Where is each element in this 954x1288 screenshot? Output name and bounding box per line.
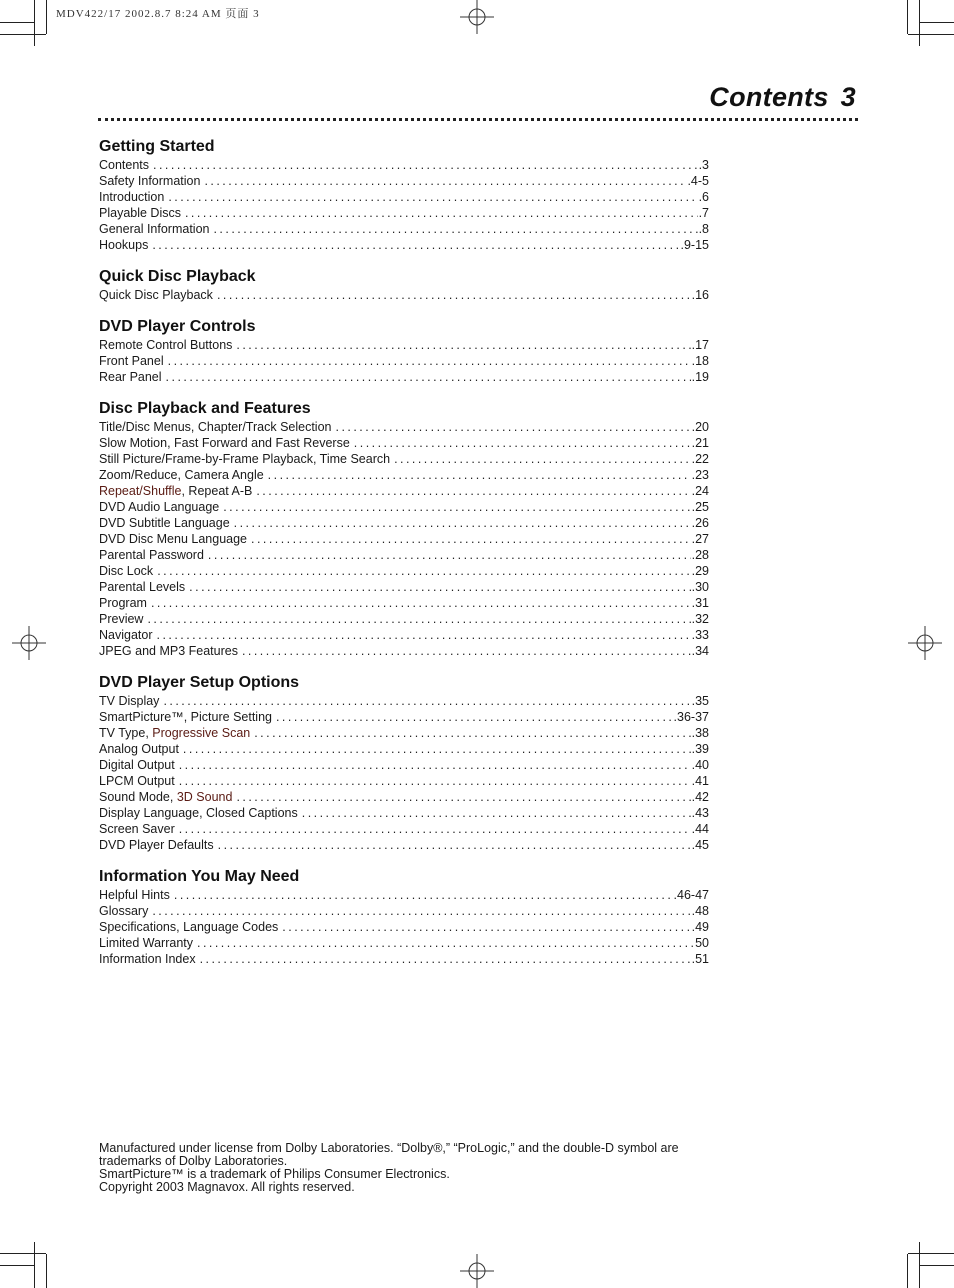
toc-dot-leader: [282, 919, 690, 935]
registration-mark-left: [12, 626, 46, 660]
toc-entry-label: [99, 467, 268, 483]
toc-dot-leader: [147, 611, 690, 627]
toc-entry-label-part: Screen Saver: [99, 822, 175, 836]
toc-entry-label-part: Progressive Scan: [152, 726, 251, 740]
print-header: MDV422/17 2002.8.7 8:24 AM 页面 3: [56, 8, 260, 20]
toc-entry-label-part: Sound Mode,: [99, 790, 177, 804]
toc-entry[interactable]: [99, 369, 709, 385]
toc-entry-label-part: Parental Levels: [99, 580, 186, 594]
toc-entry[interactable]: [99, 419, 709, 435]
toc-entry[interactable]: [99, 887, 709, 903]
toc-entry-page: .28: [691, 548, 709, 562]
toc-entry[interactable]: [99, 919, 709, 935]
toc-dot-leader: [200, 951, 691, 967]
toc-section: [99, 267, 709, 303]
toc-entry-page: .39: [691, 742, 709, 756]
toc-dot-leader: [179, 821, 691, 837]
toc-dot-leader: [208, 547, 691, 563]
footer-line: trademarks of Dolby Laboratories.: [99, 1154, 288, 1168]
toc-entry-label-part: Program: [99, 596, 147, 610]
toc-dot-leader: [152, 903, 690, 919]
toc-entry-page: .45: [691, 838, 709, 852]
toc-entry-label: [99, 435, 354, 451]
toc-entry[interactable]: [99, 467, 709, 483]
toc-entry[interactable]: [99, 563, 709, 579]
toc-entry-label: [99, 189, 168, 205]
toc-entry-page: .43: [691, 806, 709, 820]
toc-entry[interactable]: [99, 515, 709, 531]
toc-entry-page: .33: [691, 628, 709, 642]
toc-dot-leader: [236, 789, 690, 805]
toc-dot-leader: [251, 531, 691, 547]
toc-entry-page: .38: [691, 726, 709, 740]
toc-entry-label: [99, 499, 223, 515]
toc-entry-label-part: Quick Disc Playback: [99, 288, 213, 302]
toc-entry-label-part: Remote Control Buttons: [99, 338, 233, 352]
toc-entry-label-part: Zoom/Reduce, Camera Angle: [99, 468, 264, 482]
toc-entry-page: .29: [691, 564, 709, 578]
toc-entry-label-part: Limited Warranty: [99, 936, 194, 950]
toc-entry-page: .8: [698, 222, 709, 236]
toc-entry-page: .19: [691, 370, 709, 384]
toc-entry[interactable]: [99, 205, 709, 221]
toc-entry-label: [99, 221, 213, 237]
toc-entry-label-part: Disc Lock: [99, 564, 154, 578]
toc-entry-page: .4-5: [687, 174, 709, 188]
toc-entry-label: [99, 563, 157, 579]
toc-entry-page: .34: [691, 644, 709, 658]
toc-entry-label-part: Introduction: [99, 190, 165, 204]
toc-entry-label-part: Display Language, Closed Captions: [99, 806, 298, 820]
toc-entry[interactable]: [99, 451, 709, 467]
toc-entry-label-part: Title/Disc Menus, Chapter/Track Selection: [99, 420, 332, 434]
toc-entry-label-part: SmartPicture™, Picture Setting: [99, 710, 272, 724]
toc-entry-label-part: Still Picture/Frame-by-Frame Playback, Time Search: [99, 452, 391, 466]
toc-entry-page: .9-15: [680, 238, 709, 252]
toc-section-heading: Quick Disc Playback: [99, 268, 256, 285]
toc-dot-leader: [157, 627, 691, 643]
registration-mark-bottom: [460, 1254, 494, 1288]
toc-entry[interactable]: [99, 709, 709, 725]
toc-entry-label-part: Safety Information: [99, 174, 201, 188]
toc-entry[interactable]: [99, 693, 709, 709]
toc-dot-leader: [204, 173, 686, 189]
toc-entry-label: [99, 579, 189, 595]
toc-entry-page: .48: [691, 904, 709, 918]
toc-entry[interactable]: [99, 499, 709, 515]
toc-entry-label-part: Digital Output: [99, 758, 175, 772]
toc-section-heading: Information You May Need: [99, 868, 300, 885]
toc-entry-label: [99, 353, 168, 369]
toc-entry-page: .22: [691, 452, 709, 466]
toc-dot-leader: [157, 563, 690, 579]
toc-entry[interactable]: [99, 951, 709, 967]
page-title: [709, 82, 856, 113]
toc-entry[interactable]: [99, 903, 709, 919]
toc-entry-page: .46-47: [673, 888, 709, 902]
toc-entry-page: .7: [698, 206, 709, 220]
toc-entry-label-part: DVD Audio Language: [99, 500, 220, 514]
toc-section-heading: Disc Playback and Features: [99, 400, 311, 417]
toc-entry-page: .21: [691, 436, 709, 450]
toc-entry-page: .31: [691, 596, 709, 610]
toc-entry-label-part: Parental Password: [99, 548, 204, 562]
toc-entry-page: .17: [691, 338, 709, 352]
toc-entry-page: .20: [691, 420, 709, 434]
toc-entry-page: .41: [691, 774, 709, 788]
toc-dot-leader: [394, 451, 691, 467]
toc-entry-label-part: JPEG and MP3 Features: [99, 644, 238, 658]
toc-dot-leader: [185, 205, 698, 221]
toc-dot-leader: [197, 935, 694, 951]
toc-entry-label: [99, 515, 234, 531]
toc-entry-label-part: Front Panel: [99, 354, 164, 368]
toc-entry[interactable]: [99, 173, 709, 189]
toc-entry-label: [99, 483, 256, 499]
toc-entry-page: .42: [691, 790, 709, 804]
footer-line: SmartPicture™ is a trademark of Philips Consumer Electronics.: [99, 1167, 450, 1181]
toc-entry[interactable]: [99, 435, 709, 451]
toc-entry[interactable]: [99, 821, 709, 837]
toc-entry-label: [99, 919, 282, 935]
toc-entry-label: [99, 805, 302, 821]
toc-entry-label-part: DVD Disc Menu Language: [99, 532, 247, 546]
toc-dot-leader: [163, 693, 690, 709]
toc-entry-label-part: Navigator: [99, 628, 153, 642]
toc-entry-label: [99, 935, 197, 951]
toc-entry-label: [99, 709, 276, 725]
toc-section: [99, 399, 709, 659]
toc-dot-leader: [179, 773, 691, 789]
toc-entry[interactable]: [99, 221, 709, 237]
toc-entry[interactable]: [99, 741, 709, 757]
registration-mark-top: [460, 0, 494, 34]
toc-section-heading: Getting Started: [99, 138, 215, 155]
toc-entry-page: .49: [691, 920, 709, 934]
toc-entry-label: [99, 547, 208, 563]
toc-entry-page: .26: [691, 516, 709, 530]
registration-mark-right: [908, 626, 942, 660]
toc-dot-leader: [174, 887, 673, 903]
toc-entry[interactable]: [99, 547, 709, 563]
toc-entry[interactable]: [99, 837, 709, 853]
toc-entry[interactable]: [99, 789, 709, 805]
toc-entry-label-part: Glossary: [99, 904, 149, 918]
toc-entry[interactable]: [99, 531, 709, 547]
toc-dot-leader: [234, 515, 691, 531]
toc-entry[interactable]: [99, 643, 709, 659]
toc-entry-page: .18: [691, 354, 709, 368]
toc-entry-page: .23: [691, 468, 709, 482]
toc-dot-leader: [153, 157, 698, 173]
toc-entry-label: [99, 157, 153, 173]
toc-entry-page: .25: [691, 500, 709, 514]
toc-dot-leader: [276, 709, 673, 725]
toc-section: [99, 673, 709, 853]
toc-entry-label: [99, 741, 183, 757]
toc-entry-label-part: Analog Output: [99, 742, 179, 756]
toc-entry-label: [99, 237, 152, 253]
toc-dot-leader: [213, 221, 697, 237]
toc-entry[interactable]: [99, 773, 709, 789]
toc-entry-label: [99, 951, 200, 967]
page-number: 3: [840, 82, 856, 112]
toc-entry-label: [99, 725, 254, 741]
toc-dot-leader: [189, 579, 690, 595]
toc-dot-leader: [168, 353, 691, 369]
toc-entry-label: [99, 643, 242, 659]
toc-entry-label-part: DVD Player Defaults: [99, 838, 214, 852]
toc-entry-label-part: DVD Subtitle Language: [99, 516, 230, 530]
footer-line: Manufactured under license from Dolby Laboratories. “Dolby®,” “ProLogic,” and the double-D symbol are: [99, 1141, 679, 1155]
toc-entry-label: [99, 419, 336, 435]
toc-entry-label-part: TV Type,: [99, 726, 153, 740]
toc-dot-leader: [242, 643, 691, 659]
toc-entry-label: [99, 337, 236, 353]
toc-entry-label-part: Hookups: [99, 238, 149, 252]
toc-entry-page: .35: [691, 694, 709, 708]
toc-entry-label-part: TV Display: [99, 694, 160, 708]
toc-entry-label: [99, 837, 218, 853]
toc-entry-label-part: Rear Panel: [99, 370, 162, 384]
toc-entry[interactable]: [99, 611, 709, 627]
toc-section: [99, 867, 709, 967]
toc-dot-leader: [217, 287, 691, 303]
toc-dot-leader: [254, 725, 690, 741]
table-of-contents: [99, 137, 709, 981]
toc-entry-label: [99, 627, 157, 643]
toc-entry-label: [99, 887, 174, 903]
toc-entry-label: [99, 595, 151, 611]
toc-entry-label-part: Information Index: [99, 952, 196, 966]
toc-dot-leader: [354, 435, 691, 451]
toc-entry-label-part: LPCM Output: [99, 774, 175, 788]
toc-entry[interactable]: [99, 595, 709, 611]
toc-entry-page: .24: [691, 484, 709, 498]
toc-entry-label-part: 3D Sound: [176, 790, 233, 804]
toc-dot-leader: [218, 837, 691, 853]
toc-dot-leader: [168, 189, 697, 205]
toc-entry[interactable]: [99, 337, 709, 353]
toc-dot-leader: [336, 419, 691, 435]
toc-entry-label: [99, 205, 185, 221]
toc-entry-page: .44: [691, 822, 709, 836]
toc-entry[interactable]: [99, 483, 709, 499]
toc-dot-leader: [302, 805, 691, 821]
toc-section-heading: DVD Player Setup Options: [99, 674, 300, 691]
toc-dot-leader: [183, 741, 691, 757]
toc-entry-label: [99, 693, 163, 709]
toc-dot-leader: [151, 595, 691, 611]
toc-dot-leader: [152, 237, 679, 253]
toc-entry[interactable]: [99, 627, 709, 643]
toc-entry-label: [99, 287, 217, 303]
toc-entry-page: .27: [691, 532, 709, 546]
toc-entry-page: .6: [698, 190, 709, 204]
toc-entry[interactable]: [99, 157, 709, 173]
toc-section: [99, 137, 709, 253]
toc-entry[interactable]: [99, 189, 709, 205]
toc-dot-leader: [179, 757, 691, 773]
toc-entry-page: .30: [691, 580, 709, 594]
toc-entry-page: .40: [691, 758, 709, 772]
toc-entry-page: .3: [698, 158, 709, 172]
toc-entry-label: [99, 611, 147, 627]
toc-dot-leader: [223, 499, 690, 515]
footer-line: Copyright 2003 Magnavox. All rights reserved.: [99, 1180, 355, 1194]
toc-entry-label: [99, 789, 236, 805]
toc-entry-label: [99, 773, 179, 789]
toc-entry-label: [99, 369, 166, 385]
toc-entry-label-part: , Repeat A-B: [181, 484, 253, 498]
toc-entry-label-part: Specifications, Language Codes: [99, 920, 279, 934]
toc-entry-label-part: Preview: [99, 612, 144, 626]
toc-entry-label-part: Playable Discs: [99, 206, 181, 220]
toc-entry-page: .16: [691, 288, 709, 302]
toc-entry[interactable]: [99, 725, 709, 741]
toc-entry[interactable]: [99, 287, 709, 303]
toc-entry-label-part: Slow Motion, Fast Forward and Fast Reverse: [99, 436, 350, 450]
toc-entry-label-part: Helpful Hints: [99, 888, 170, 902]
toc-section-heading: DVD Player Controls: [99, 318, 256, 335]
toc-entry[interactable]: [99, 237, 709, 253]
toc-dot-leader: [236, 337, 690, 353]
toc-entry[interactable]: [99, 757, 709, 773]
toc-entry-label: [99, 451, 394, 467]
toc-entry[interactable]: [99, 353, 709, 369]
toc-entry-label: [99, 173, 204, 189]
toc-dot-leader: [268, 467, 691, 483]
toc-entry-page: .51: [691, 952, 709, 966]
toc-entry-page: 50: [695, 936, 709, 950]
title-dotted-rule: [98, 118, 858, 121]
toc-entry-page: .32: [691, 612, 709, 626]
toc-entry-label: [99, 531, 251, 547]
toc-dot-leader: [166, 369, 691, 385]
toc-section: [99, 317, 709, 385]
toc-dot-leader: [256, 483, 690, 499]
legal-footer: [99, 1142, 719, 1194]
toc-entry[interactable]: [99, 579, 709, 595]
toc-entry-label-part: General Information: [99, 222, 210, 236]
toc-entry-label: [99, 757, 179, 773]
toc-entry-label-part: Repeat/Shuffle: [99, 484, 182, 498]
toc-entry[interactable]: [99, 935, 709, 951]
toc-entry-label: [99, 821, 179, 837]
toc-entry[interactable]: [99, 805, 709, 821]
toc-entry-label-part: Contents: [99, 158, 150, 172]
toc-entry-label: [99, 903, 152, 919]
toc-entry-page: .36-37: [673, 710, 709, 724]
page-title-text: Contents: [709, 82, 829, 112]
